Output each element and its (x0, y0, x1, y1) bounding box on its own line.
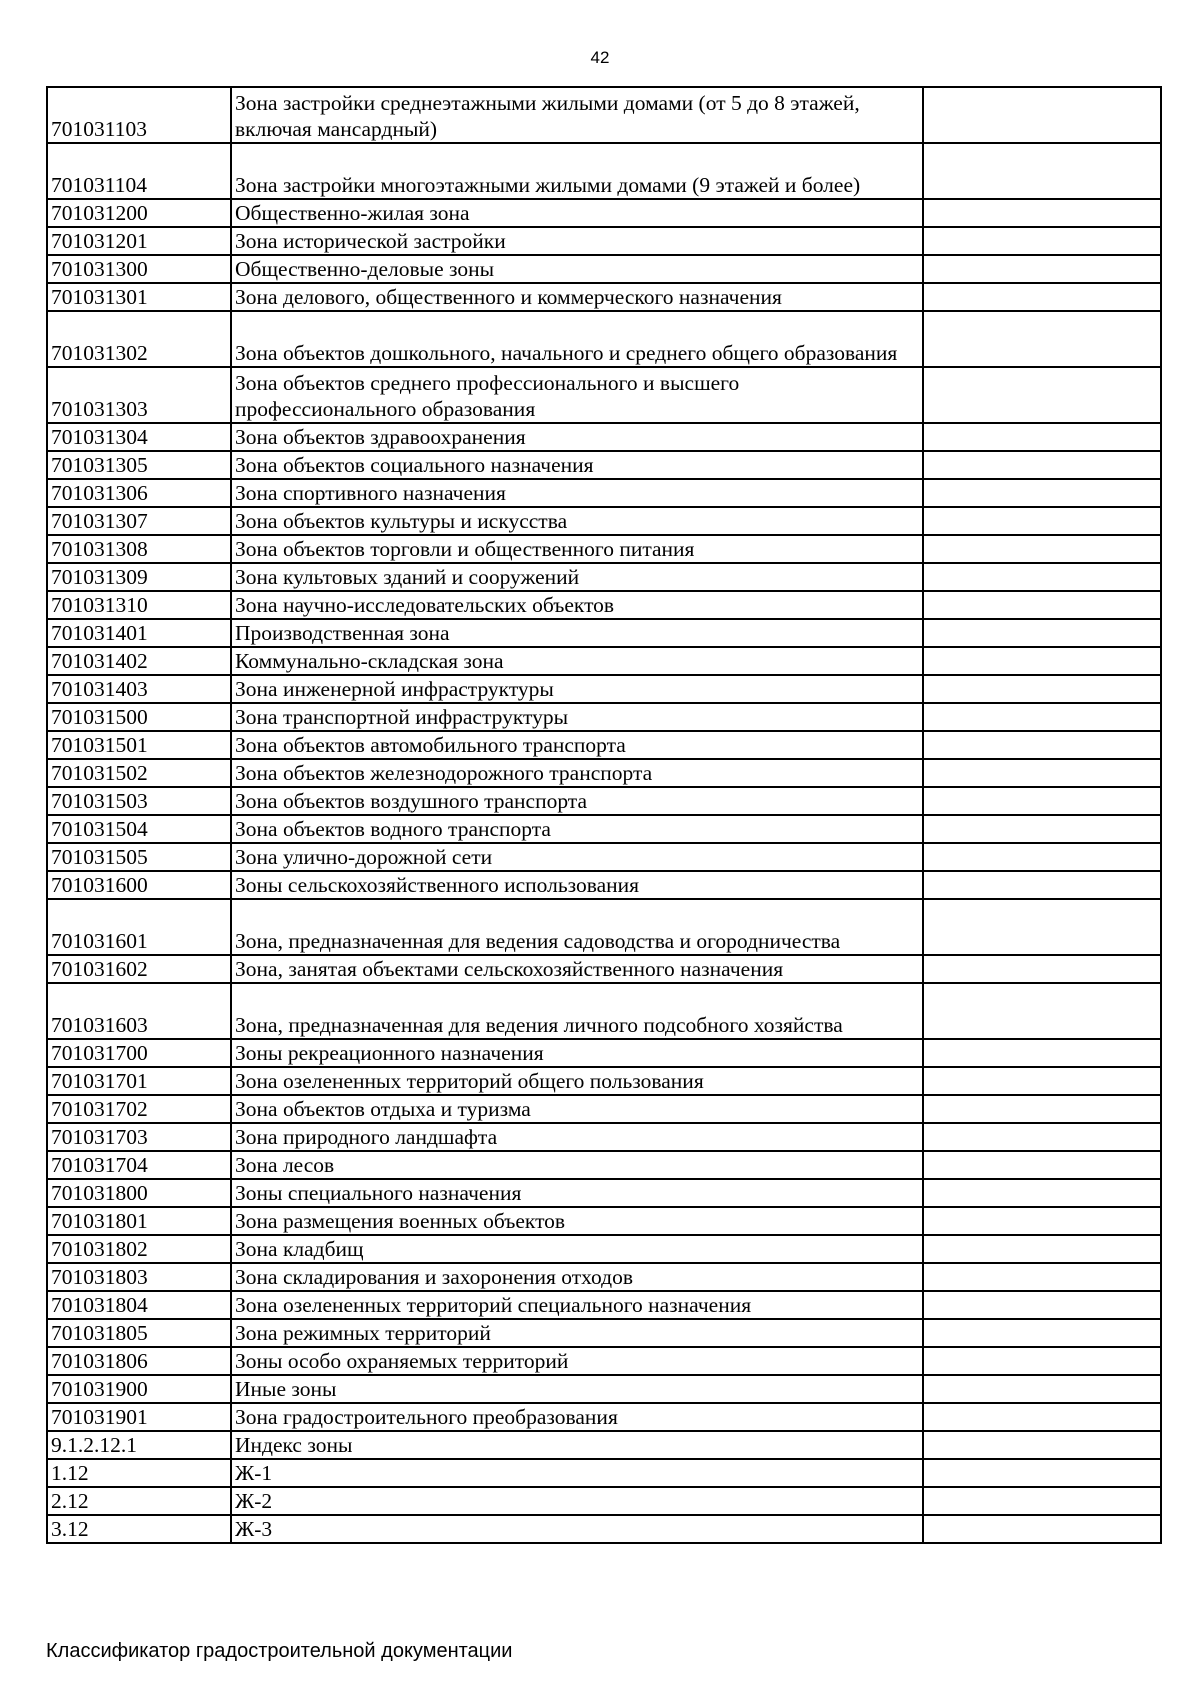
zone-code-cell: 2.12 (47, 1487, 231, 1515)
zone-extra-cell (923, 1235, 1161, 1263)
zone-extra-cell (923, 1403, 1161, 1431)
zone-extra-cell (923, 1151, 1161, 1179)
zone-name-cell: Зона объектов культуры и искусства (231, 507, 923, 535)
table-row (47, 619, 1161, 647)
zone-extra-cell (923, 1179, 1161, 1207)
zone-extra-cell (923, 675, 1161, 703)
table-row (47, 1207, 1161, 1235)
zone-extra-cell (923, 647, 1161, 675)
zone-extra-cell (923, 1487, 1161, 1515)
zone-name-cell: Зона инженерной инфраструктуры (231, 675, 923, 703)
zone-code-cell: 701031800 (47, 1179, 231, 1207)
zone-code-cell: 701031900 (47, 1375, 231, 1403)
zone-code-cell: 701031602 (47, 955, 231, 983)
zone-extra-cell (923, 843, 1161, 871)
zone-name-cell: Индекс зоны (231, 1431, 923, 1459)
zone-name-cell: Зона, предназначенная для ведения садоводства и огородничества (231, 899, 923, 955)
table-row (47, 843, 1161, 871)
zone-code-cell: 701031806 (47, 1347, 231, 1375)
zone-extra-cell (923, 591, 1161, 619)
zone-name-cell: Общественно-деловые зоны (231, 255, 923, 283)
zone-name-cell: Зона исторической застройки (231, 227, 923, 255)
table-row (47, 1403, 1161, 1431)
zone-name-cell: Зона спортивного назначения (231, 479, 923, 507)
zone-code-cell: 701031310 (47, 591, 231, 619)
zone-name-cell: Ж-2 (231, 1487, 923, 1515)
zone-name-cell: Зона объектов водного транспорта (231, 815, 923, 843)
zone-code-cell: 701031302 (47, 311, 231, 367)
zone-name-cell: Зона объектов отдыха и туризма (231, 1095, 923, 1123)
zone-extra-cell (923, 787, 1161, 815)
zone-code-cell: 701031704 (47, 1151, 231, 1179)
zone-extra-cell (923, 731, 1161, 759)
table-body (47, 87, 1161, 1543)
zone-code-cell: 701031504 (47, 815, 231, 843)
zone-extra-cell (923, 143, 1161, 199)
zone-extra-cell (923, 1207, 1161, 1235)
zone-extra-cell (923, 759, 1161, 787)
table-row (47, 563, 1161, 591)
table-row (47, 759, 1161, 787)
table-row (47, 283, 1161, 311)
zone-code-cell: 701031403 (47, 675, 231, 703)
zone-code-cell: 701031703 (47, 1123, 231, 1151)
zone-extra-cell (923, 1375, 1161, 1403)
table-row (47, 647, 1161, 675)
zone-extra-cell (923, 535, 1161, 563)
zone-name-cell: Зоны специального назначения (231, 1179, 923, 1207)
table-row (47, 1375, 1161, 1403)
table-row (47, 731, 1161, 759)
table-row (47, 1431, 1161, 1459)
zone-extra-cell (923, 311, 1161, 367)
table-row (47, 787, 1161, 815)
table-row (47, 983, 1161, 1039)
zone-name-cell: Зона градостроительного преобразования (231, 1403, 923, 1431)
zone-code-cell: 701031505 (47, 843, 231, 871)
zone-extra-cell (923, 703, 1161, 731)
table-row (47, 1487, 1161, 1515)
table-row (47, 591, 1161, 619)
zone-name-cell: Зона кладбищ (231, 1235, 923, 1263)
zone-code-cell: 701031303 (47, 367, 231, 423)
table-row (47, 1515, 1161, 1543)
zone-code-cell: 701031200 (47, 199, 231, 227)
table-row (47, 311, 1161, 367)
zone-code-cell: 701031309 (47, 563, 231, 591)
table-row (47, 1039, 1161, 1067)
table-row (47, 1291, 1161, 1319)
zone-code-cell: 701031402 (47, 647, 231, 675)
zone-code-cell: 701031500 (47, 703, 231, 731)
table-row (47, 1347, 1161, 1375)
zone-name-cell: Зона складирования и захоронения отходов (231, 1263, 923, 1291)
zone-code-cell: 701031603 (47, 983, 231, 1039)
table-row (47, 1123, 1161, 1151)
zone-name-cell: Зона режимных территорий (231, 1319, 923, 1347)
zone-extra-cell (923, 619, 1161, 647)
table-row (47, 703, 1161, 731)
table-row (47, 423, 1161, 451)
zone-extra-cell (923, 199, 1161, 227)
zone-code-cell: 9.1.2.12.1 (47, 1431, 231, 1459)
zone-name-cell: Зоны особо охраняемых территорий (231, 1347, 923, 1375)
zone-code-cell: 701031201 (47, 227, 231, 255)
zone-code-cell: 701031103 (47, 87, 231, 143)
zone-code-cell: 701031804 (47, 1291, 231, 1319)
zone-name-cell: Зона, занятая объектами сельскохозяйственного назначения (231, 955, 923, 983)
table-row (47, 1179, 1161, 1207)
zone-name-cell: Зона объектов железнодорожного транспорта (231, 759, 923, 787)
zone-extra-cell (923, 1095, 1161, 1123)
zone-code-cell: 701031300 (47, 255, 231, 283)
zone-extra-cell (923, 1263, 1161, 1291)
zone-code-cell: 701031601 (47, 899, 231, 955)
zone-name-cell: Зона делового, общественного и коммерческого назначения (231, 283, 923, 311)
zone-extra-cell (923, 479, 1161, 507)
zone-name-cell: Зона культовых зданий и сооружений (231, 563, 923, 591)
zone-extra-cell (923, 1347, 1161, 1375)
zone-code-cell: 701031701 (47, 1067, 231, 1095)
table-row (47, 899, 1161, 955)
zone-code-cell: 701031308 (47, 535, 231, 563)
zone-code-cell: 701031805 (47, 1319, 231, 1347)
zone-extra-cell (923, 955, 1161, 983)
zone-extra-cell (923, 87, 1161, 143)
zone-name-cell: Зона лесов (231, 1151, 923, 1179)
table-row (47, 451, 1161, 479)
table-row (47, 675, 1161, 703)
zone-code-cell: 701031901 (47, 1403, 231, 1431)
zone-code-cell: 701031700 (47, 1039, 231, 1067)
zone-extra-cell (923, 283, 1161, 311)
zone-name-cell: Зона объектов торговли и общественного питания (231, 535, 923, 563)
zone-extra-cell (923, 1291, 1161, 1319)
zone-extra-cell (923, 367, 1161, 423)
zone-code-cell: 1.12 (47, 1459, 231, 1487)
zone-code-cell: 701031305 (47, 451, 231, 479)
zone-name-cell: Зона объектов автомобильного транспорта (231, 731, 923, 759)
zone-name-cell: Зона озелененных территорий специального назначения (231, 1291, 923, 1319)
zone-name-cell: Зона размещения военных объектов (231, 1207, 923, 1235)
table-row (47, 255, 1161, 283)
zone-code-cell: 701031306 (47, 479, 231, 507)
zone-extra-cell (923, 1067, 1161, 1095)
zone-extra-cell (923, 1459, 1161, 1487)
zone-extra-cell (923, 563, 1161, 591)
zone-name-cell: Зона объектов среднего профессионального и высшего профессионального образования (231, 367, 923, 423)
zone-name-cell: Коммунально-складская зона (231, 647, 923, 675)
table-row (47, 367, 1161, 423)
zone-code-cell: 701031803 (47, 1263, 231, 1291)
zone-name-cell: Зона, предназначенная для ведения личного подсобного хозяйства (231, 983, 923, 1039)
zone-extra-cell (923, 871, 1161, 899)
zone-extra-cell (923, 1431, 1161, 1459)
zone-extra-cell (923, 815, 1161, 843)
zone-name-cell: Зона транспортной инфраструктуры (231, 703, 923, 731)
zone-extra-cell (923, 1123, 1161, 1151)
zone-code-cell: 701031802 (47, 1235, 231, 1263)
zone-name-cell: Зоны сельскохозяйственного использования (231, 871, 923, 899)
table-row (47, 479, 1161, 507)
zone-name-cell: Зона объектов воздушного транспорта (231, 787, 923, 815)
zone-code-cell: 701031501 (47, 731, 231, 759)
zone-extra-cell (923, 1515, 1161, 1543)
table-row (47, 955, 1161, 983)
document-footer: Классификатор градостроительной документации (46, 1640, 513, 1662)
zone-code-cell: 701031304 (47, 423, 231, 451)
zone-name-cell: Зона научно-исследовательских объектов (231, 591, 923, 619)
zone-name-cell: Зона природного ландшафта (231, 1123, 923, 1151)
table-row (47, 871, 1161, 899)
zone-name-cell: Зона застройки среднеэтажными жилыми домами (от 5 до 8 этажей, включая мансардный) (231, 87, 923, 143)
zone-name-cell: Производственная зона (231, 619, 923, 647)
zone-code-cell: 701031401 (47, 619, 231, 647)
table-row (47, 199, 1161, 227)
zone-name-cell: Зона объектов социального назначения (231, 451, 923, 479)
zone-code-cell: 701031502 (47, 759, 231, 787)
zone-code-cell: 3.12 (47, 1515, 231, 1543)
zone-name-cell: Ж-1 (231, 1459, 923, 1487)
zone-extra-cell (923, 899, 1161, 955)
zone-extra-cell (923, 423, 1161, 451)
table-row (47, 815, 1161, 843)
table-row (47, 87, 1161, 143)
zone-extra-cell (923, 1039, 1161, 1067)
table-row (47, 1095, 1161, 1123)
zone-name-cell: Ж-3 (231, 1515, 923, 1543)
table-row (47, 1263, 1161, 1291)
zone-code-cell: 701031600 (47, 871, 231, 899)
zone-name-cell: Зона озелененных территорий общего пользования (231, 1067, 923, 1095)
table-row (47, 1235, 1161, 1263)
zone-code-cell: 701031307 (47, 507, 231, 535)
zone-extra-cell (923, 227, 1161, 255)
zone-code-cell: 701031104 (47, 143, 231, 199)
zone-code-cell: 701031702 (47, 1095, 231, 1123)
zone-extra-cell (923, 983, 1161, 1039)
zone-extra-cell (923, 451, 1161, 479)
zone-extra-cell (923, 255, 1161, 283)
zone-code-cell: 701031801 (47, 1207, 231, 1235)
table-row (47, 1459, 1161, 1487)
table-row (47, 1319, 1161, 1347)
zone-extra-cell (923, 507, 1161, 535)
page-number: 42 (590, 48, 610, 67)
zone-code-cell: 701031301 (47, 283, 231, 311)
table-row (47, 507, 1161, 535)
zone-name-cell: Иные зоны (231, 1375, 923, 1403)
zone-code-cell: 701031503 (47, 787, 231, 815)
zone-name-cell: Зона застройки многоэтажными жилыми домами (9 этажей и более) (231, 143, 923, 199)
zone-classifier-table (46, 86, 1162, 1544)
table-row (47, 1151, 1161, 1179)
table-row (47, 227, 1161, 255)
table-row (47, 535, 1161, 563)
table-row (47, 1067, 1161, 1095)
zone-name-cell: Зоны рекреационного назначения (231, 1039, 923, 1067)
zone-name-cell: Зона объектов здравоохранения (231, 423, 923, 451)
zone-name-cell: Зона улично-дорожной сети (231, 843, 923, 871)
zone-name-cell: Зона объектов дошкольного, начального и среднего общего образования (231, 311, 923, 367)
zone-extra-cell (923, 1319, 1161, 1347)
zone-name-cell: Общественно-жилая зона (231, 199, 923, 227)
table-row (47, 143, 1161, 199)
